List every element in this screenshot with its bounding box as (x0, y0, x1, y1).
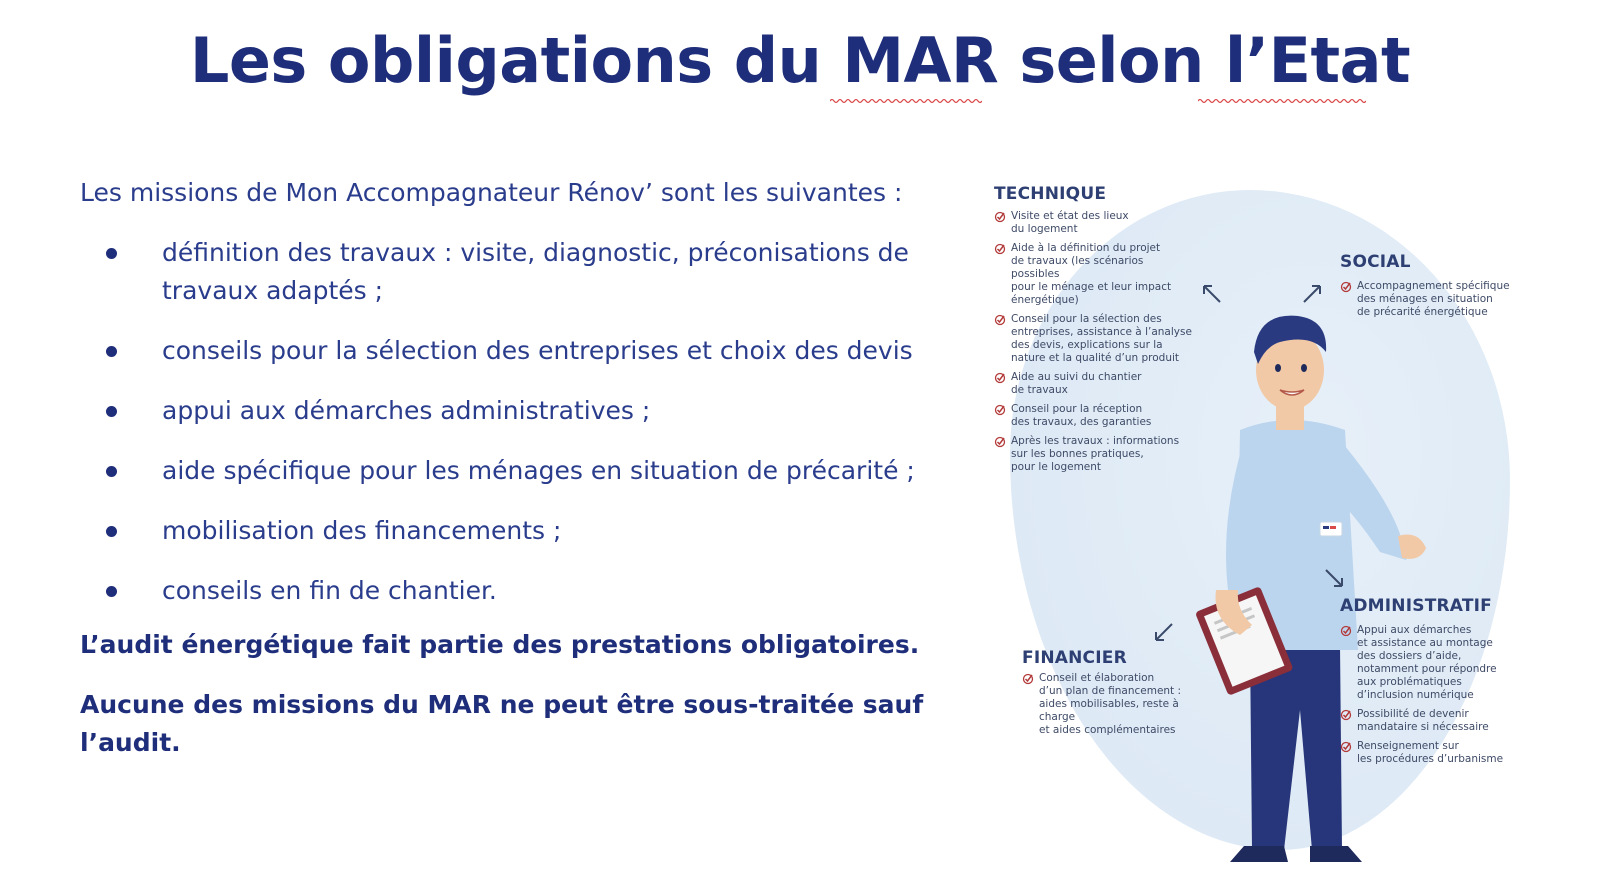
mission-item: appui aux démarches administratives ; (80, 392, 990, 430)
bullet-icon (106, 466, 117, 477)
bullet-icon (106, 248, 117, 259)
administratif-item: Possibilité de devenir mandataire si nécessaire (1340, 708, 1540, 734)
technique-item: Après les travaux : informations sur les bonnes pratiques, pour le logement (994, 435, 1194, 474)
missions-list (80, 234, 990, 632)
subcontract-note: Aucune des missions du MAR ne peut être sous-traitée sauf l’audit. (80, 690, 924, 757)
check-icon (994, 404, 1006, 416)
technique-item: Conseil pour la réception des travaux, des garanties (994, 403, 1194, 429)
check-icon (1340, 709, 1352, 721)
social-item: Accompagnement spécifique des ménages en situation de précarité énergétique (1340, 280, 1530, 319)
check-icon (1340, 281, 1352, 293)
financier-list (1022, 672, 1212, 743)
bullet-icon (106, 586, 117, 597)
technique-title: TECHNIQUE (994, 184, 1107, 204)
technique-item: Conseil pour la sélection des entreprises, assistance à l’analyse des devis, explications sur la nature et la qualité d’un produit (994, 313, 1194, 365)
mission-item: définition des travaux : visite, diagnostic, préconisations de travaux adaptés ; (80, 234, 990, 310)
technique-item: Visite et état des lieux du logement (994, 210, 1194, 236)
bullet-icon (106, 346, 117, 357)
check-icon (1340, 741, 1352, 753)
spellcheck-squiggle-etat (1198, 98, 1366, 104)
arrow-down-right-icon (1322, 566, 1346, 590)
technique-item: Aide au suivi du chantier de travaux (994, 371, 1194, 397)
missions-intro: Les missions de Mon Accompagnateur Rénov’ sont les suivantes : (80, 178, 903, 207)
mar-missions-illustration (994, 170, 1600, 870)
check-icon (994, 243, 1006, 255)
arrow-up-right-icon (1300, 282, 1324, 306)
mission-item: mobilisation des financements ; (80, 512, 990, 550)
check-icon (1022, 673, 1034, 685)
financier-item: Conseil et élaboration d’un plan de financement : aides mobilisables, reste à charge et aides complémentaires (1022, 672, 1212, 737)
bullet-icon (106, 406, 117, 417)
check-icon (994, 372, 1006, 384)
administratif-list (1340, 624, 1540, 772)
administratif-item: Renseignement sur les procédures d’urbanisme (1340, 740, 1540, 766)
page-title: Les obligations du MAR selon l’Etat (189, 24, 1411, 97)
mission-item: conseils pour la sélection des entreprises et choix des devis (80, 332, 990, 370)
arrow-down-left-icon (1152, 620, 1176, 644)
spellcheck-squiggle-mar (830, 98, 982, 104)
social-list (1340, 280, 1530, 325)
mission-item: aide spécifique pour les ménages en situation de précarité ; (80, 452, 990, 490)
financier-title: FINANCIER (1022, 648, 1127, 668)
check-icon (994, 436, 1006, 448)
administratif-title: ADMINISTRATIF (1340, 596, 1492, 616)
arrow-up-left-icon (1200, 282, 1224, 306)
mission-item: conseils en fin de chantier. (80, 572, 990, 610)
audit-note: L’audit énergétique fait partie des prestations obligatoires. (80, 630, 920, 659)
check-icon (1340, 625, 1352, 637)
technique-item: Aide à la définition du projet de travaux (les scénarios possibles pour le ménage et leur impact énergétique) (994, 242, 1194, 307)
social-title: SOCIAL (1340, 252, 1411, 272)
bullet-icon (106, 526, 117, 537)
check-icon (994, 314, 1006, 326)
check-icon (994, 211, 1006, 223)
administratif-item: Appui aux démarches et assistance au montage des dossiers d’aide, notamment pour répondre aux problématiques d’inclusion numérique (1340, 624, 1540, 702)
advisor-figure-icon (1180, 290, 1460, 870)
technique-list (994, 210, 1194, 480)
